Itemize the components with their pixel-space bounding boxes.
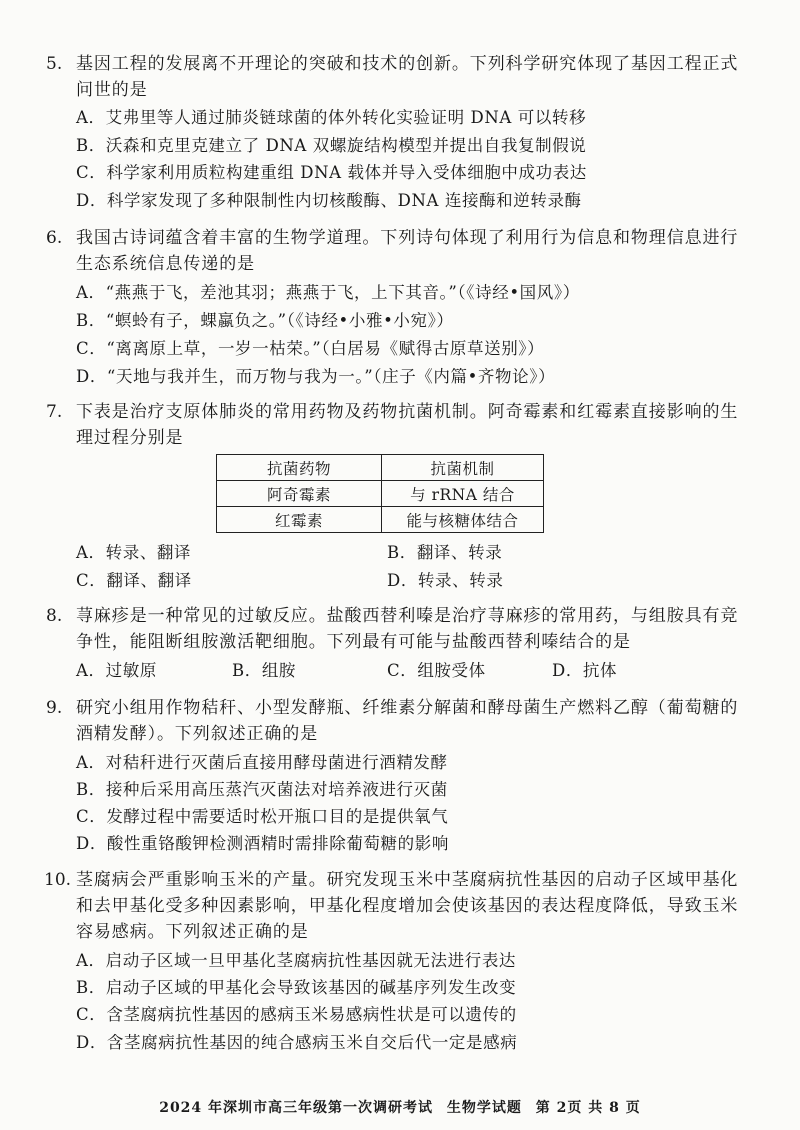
table-cell: 红霉素 (217, 507, 382, 533)
option-b: B．翻译、转录 (387, 543, 503, 562)
question-stem-line: 和去甲基化受多种因素影响，甲基化程度增加会使该基因的表达程度降低，导致玉米 (76, 896, 739, 916)
subject-label: 生物学试题 (446, 1100, 522, 1116)
option-a: A．对秸秆进行灭菌后直接用酵母菌进行酒精发酵 (76, 753, 448, 772)
table-header-cell: 抗菌药物 (217, 455, 382, 481)
option-a: A．转录、翻译 (76, 543, 192, 562)
question-number: 9. (46, 698, 63, 718)
option-a: A．“燕燕于飞，差池其羽；燕燕于飞，上下其音。”（《诗经•国风》） (76, 283, 580, 302)
question-stem-line: 荨麻疹是一种常见的过敏反应。盐酸西替利嗪是治疗荨麻疹的常用药，与组胺具有竞 (76, 606, 739, 626)
question-stem-line: 生态系统信息传递的是 (76, 254, 255, 274)
table-row (217, 481, 544, 507)
question-stem-line: 茎腐病会严重影响玉米的产量。研究发现玉米中茎腐病抗性基因的启动子区域甲基化 (76, 870, 739, 890)
question-stem-line: 研究小组用作物秸秆、小型发酵瓶、纤维素分解菌和酵母菌生产燃料乙醇（葡萄糖的 (76, 698, 739, 718)
option-a: A．启动子区域一旦甲基化茎腐病抗性基因就无法进行表达 (76, 951, 517, 970)
option-b: B．组胺 (232, 661, 297, 680)
question-stem-line: 酒精发酵）。下列叙述正确的是 (76, 724, 319, 744)
option-d: D．科学家发现了多种限制性内切核酸酶、DNA 连接酶和逆转录酶 (76, 191, 582, 210)
option-b: B．沃森和克里克建立了 DNA 双螺旋结构模型并提出自我复制假说 (76, 136, 587, 155)
question-number: 8. (46, 606, 63, 626)
question-stem-line: 基因工程的发展离不开理论的突破和技术的创新。下列科学研究体现了基因工程正式 (76, 54, 739, 74)
page-number: 第 2页 共 8 页 (535, 1100, 641, 1116)
question-stem-line: 我国古诗词蕴含着丰富的生物学道理。下列诗句体现了利用行为信息和物理信息进行 (76, 228, 739, 248)
option-d: D．转录、转录 (387, 571, 504, 590)
question-number: 10. (44, 870, 72, 890)
option-d: D．“天地与我并生，而万物与我为一。”（庄子《内篇•齐物论》） (76, 367, 556, 386)
question-stem-line: 理过程分别是 (76, 428, 184, 448)
table-cell: 与 rRNA 结合 (382, 481, 544, 507)
option-d: D．含茎腐病抗性基因的纯合感病玉米自交后代一定是感病 (76, 1033, 518, 1052)
exam-title: 2024 年深圳市高三年级第一次调研考试 (159, 1100, 434, 1116)
question-stem-line: 容易感病。下列叙述正确的是 (76, 922, 309, 942)
option-d: D．酸性重铬酸钾检测酒精时需排除葡萄糖的影响 (76, 834, 449, 853)
option-c: C．翻译、翻译 (76, 571, 192, 590)
option-b: B．接种后采用高压蒸汽灭菌法对培养液进行灭菌 (76, 780, 448, 799)
question-stem-line: 问世的是 (76, 80, 148, 100)
page-footer (0, 1097, 800, 1117)
option-a: A．过敏原 (76, 661, 157, 680)
question-stem-line: 争性，能阻断组胺激活靶细胞。下列最有可能与盐酸西替利嗪结合的是 (76, 632, 631, 652)
question-stem-line: 下表是治疗支原体肺炎的常用药物及药物抗菌机制。阿奇霉素和红霉素直接影响的生 (76, 402, 739, 422)
antibiotic-table (216, 454, 544, 533)
table-header-cell: 抗菌机制 (382, 455, 544, 481)
option-b: B．启动子区域的甲基化会导致该基因的碱基序列发生改变 (76, 978, 517, 997)
option-c: C．发酵过程中需要适时松开瓶口目的是提供氧气 (76, 807, 449, 826)
table-cell: 能与核糖体结合 (382, 507, 544, 533)
option-c: C．组胺受体 (387, 661, 486, 680)
option-c: C．科学家利用质粒构建重组 DNA 载体并导入受体细胞中成功表达 (76, 163, 587, 182)
table-row (217, 507, 544, 533)
question-number: 5. (46, 54, 63, 74)
question-number: 7. (46, 402, 63, 422)
option-c: C．含茎腐病抗性基因的感病玉米易感病性状是可以遗传的 (76, 1005, 517, 1024)
table-header-row (217, 455, 544, 481)
table-cell: 阿奇霉素 (217, 481, 382, 507)
option-a: A．艾弗里等人通过肺炎链球菌的体外转化实验证明 DNA 可以转移 (76, 108, 587, 127)
option-c: C．“离离原上草，一岁一枯荣。”（白居易《赋得古原草送别》） (76, 339, 545, 358)
option-b: B．“螟蛉有子，蜾蠃负之。”（《诗经•小雅•小宛》） (76, 311, 454, 330)
option-d: D．抗体 (552, 661, 618, 680)
question-number: 6. (46, 228, 63, 248)
